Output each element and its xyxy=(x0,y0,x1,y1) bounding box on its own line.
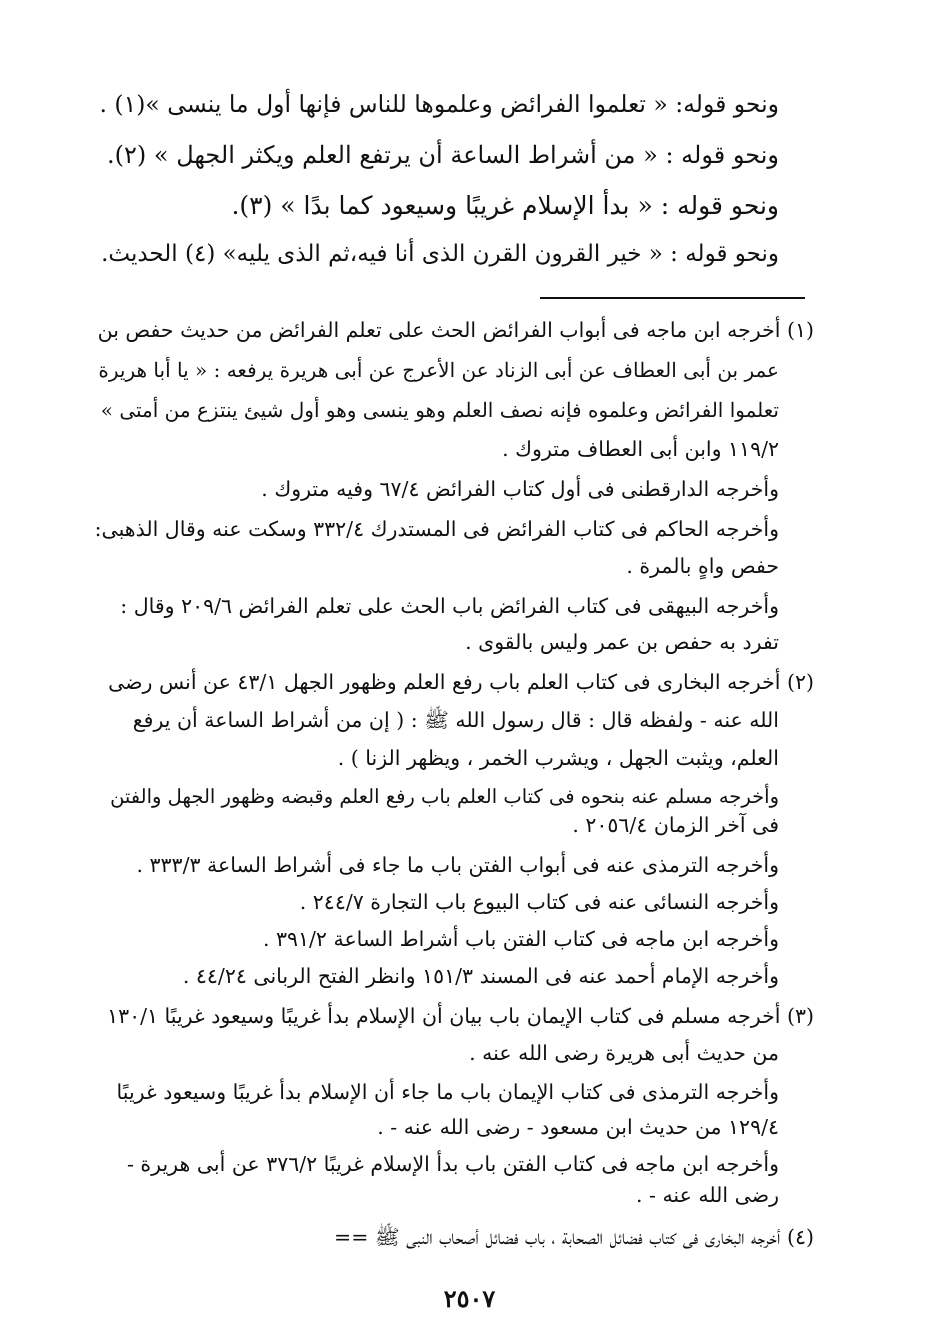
main-text-line: ونحو قوله : « خير القرون القرن الذى أنا فيه،ثم الذى يليه» (٤) الحديث. xyxy=(101,241,779,267)
footnote-line: وأخرجه ابن ماجه فى كتاب الفتن باب بدأ الإسلام غريبًا ٣٧٦/٢ عن أبى هريرة - xyxy=(126,1152,779,1176)
footnote-line: وأخرجه الترمذى عنه فى أبواب الفتن باب ما جاء فى أشراط الساعة ٣٣٣/٣ . xyxy=(136,853,779,877)
footnote-line: وأخرجه الإمام أحمد عنه فى المسند ١٥١/٣ وانظر الفتح الربانى ٤٤/٢٤ . xyxy=(182,964,779,988)
footnote-line: وأخرجه مسلم عنه بنحوه فى كتاب العلم باب رفع العلم وقبضه وظهور الجهل والفتن xyxy=(110,785,779,808)
footnote-line: وأخرجه النسائى عنه فى كتاب البيوع باب التجارة ٢٤٤/٧ . xyxy=(299,890,779,914)
footnote-line: وأخرجه ابن ماجه فى كتاب الفتن باب أشراط الساعة ٣٩١/٢ . xyxy=(262,927,779,951)
footnote-line: فى آخر الزمان ٢٠٥٦/٤ . xyxy=(572,813,779,837)
footnote-line: من حديث أبى هريرة رضى الله عنه . xyxy=(469,1041,779,1065)
page-number: ٢٥٠٧ xyxy=(443,1284,496,1313)
footnote-line: ١٢٩/٤ من حديث ابن مسعود - رضى الله عنه - . xyxy=(377,1115,779,1139)
footnote-line: (٣) أخرجه مسلم فى كتاب الإيمان باب بيان أن الإسلام بدأ غريبًا وسيعود غريبًا ١٣٠/١ xyxy=(107,1004,814,1028)
footnote-line: وأخرجه الترمذى فى كتاب الإيمان باب ما جاء أن الإسلام بدأ غريبًا وسيعود غريبًا xyxy=(116,1080,779,1104)
footnote-line: وأخرجه الدارقطنى فى أول كتاب الفرائض ٦٧/٤ وفيه متروك . xyxy=(261,477,779,501)
main-text-line: ونحو قوله : « بدأ الإسلام غريبًا وسيعود كما بدًا » (٣). xyxy=(231,191,779,220)
footnote-line: وأخرجه البيهقى فى كتاب الفرائض باب الحث على تعلم الفرائض ٢٠٩/٦ وقال : xyxy=(120,594,779,618)
footnote-line: وأخرجه الحاكم فى كتاب الفرائض فى المستدرك ٣٣٢/٤ وسكت عنه وقال الذهبى: xyxy=(94,517,779,541)
footnote-line: تفرد به حفص بن عمر وليس بالقوى . xyxy=(465,630,779,654)
footnote-line: (٢) أخرجه البخارى فى كتاب العلم باب رفع العلم وظهور الجهل ٤٣/١ عن أنس رضى xyxy=(108,670,814,694)
footnote-line: الله عنه - ولفظه قال : قال رسول الله ﷺ : ( إن من أشراط الساعة أن يرفع xyxy=(132,708,779,732)
footnote-line: (١) أخرجه ابن ماجه فى أبواب الفرائض الحث على تعلم الفرائض من حديث حفص بن xyxy=(97,318,814,342)
footnote-separator xyxy=(540,297,805,299)
footnote-line: ١١٩/٢ وابن أبى العطاف متروك . xyxy=(502,437,779,461)
footnote-line: رضى الله عنه - . xyxy=(635,1183,779,1207)
footnote-line: (٤) أخرجه البخارى فى كتاب فضائل الصحابة ، باب فضائل أصحاب النبى ﷺ == xyxy=(334,1225,814,1249)
footnote-line: العلم، ويثبت الجهل ، ويشرب الخمر ، ويظهر الزنا ) . xyxy=(337,746,779,770)
footnote-line: عمر بن أبى العطاف عن أبى الزناد عن الأعرج عن أبى هريرة يرفعه : « يا أبا هريرة xyxy=(98,358,779,382)
main-text-line: ونحو قوله : « من أشراط الساعة أن يرتفع العلم ويكثر الجهل » (٢). xyxy=(107,141,779,169)
footnote-line: حفص واهٍ بالمرة . xyxy=(626,554,779,578)
main-text-line: ونحو قوله: « تعلموا الفرائض وعلموها للناس فإنها أول ما ينسى »(١) . xyxy=(99,90,779,118)
footnote-line: تعلموا الفرائض وعلموه فإنه نصف العلم وهو ينسى وهو أول شيئ ينتزع من أمتى » xyxy=(100,398,779,422)
